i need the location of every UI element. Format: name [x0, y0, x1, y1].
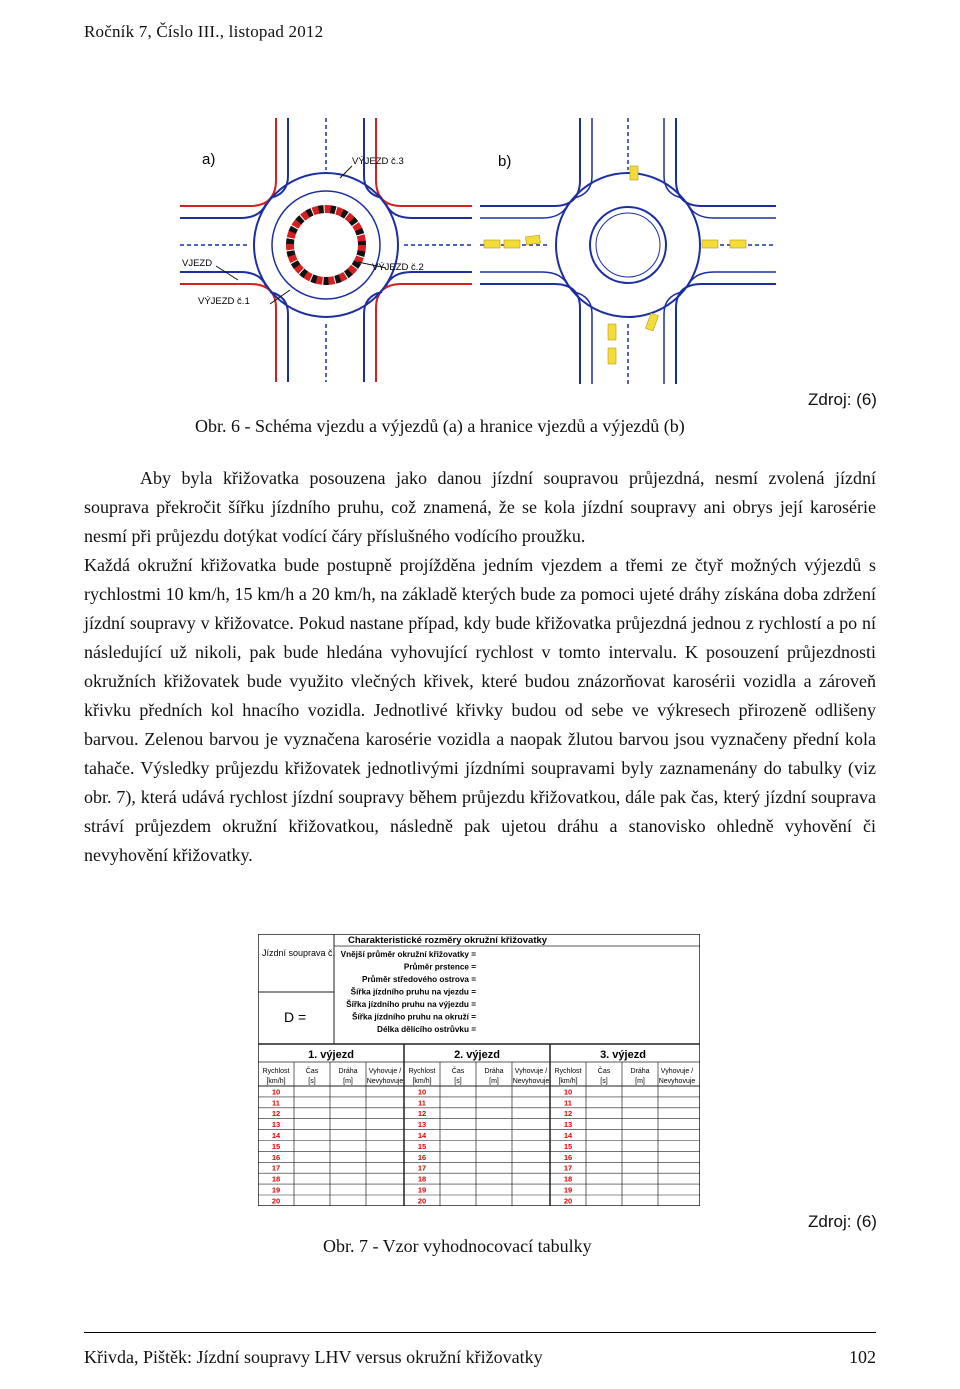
speed-cell: 18	[271, 1174, 281, 1184]
column-header: Dráha	[338, 1068, 358, 1075]
column-header: Vyhovuje /	[514, 1068, 548, 1075]
speed-cell: 18	[563, 1174, 573, 1184]
column-unit: [m]	[635, 1078, 645, 1085]
speed-cell: 14	[271, 1131, 281, 1140]
column-unit: [s]	[600, 1078, 608, 1085]
speed-cell: 12	[271, 1109, 281, 1119]
speed-cell: 17	[417, 1163, 427, 1173]
column-header: Čas	[451, 1068, 465, 1075]
speed-cell: 13	[271, 1120, 281, 1130]
column-header: Vyhovuje /	[660, 1068, 694, 1075]
speed-cell: 11	[272, 1098, 280, 1108]
dimension-label: Šířka jízdního pruhu na výjezdu =	[346, 1000, 476, 1009]
speed-cell: 19	[563, 1185, 573, 1195]
dimension-label: Délka dělícího ostrůvku =	[377, 1025, 476, 1034]
dimension-label: Průměr prstence =	[403, 962, 476, 972]
speed-cell: 16	[563, 1152, 573, 1162]
speed-cell: 16	[417, 1152, 427, 1162]
column-header: Čas	[305, 1068, 319, 1075]
column-unit: Nevyhovuje	[366, 1078, 404, 1085]
evaluation-table	[258, 934, 700, 1206]
left-label: Jízdní souprava č.	[262, 948, 336, 958]
speed-cell: 19	[417, 1185, 427, 1195]
speed-cell: 15	[417, 1141, 427, 1151]
roundabout-diagram-a	[180, 118, 472, 382]
column-unit: Nevyhovuje	[658, 1078, 696, 1085]
page-number: 102	[849, 1347, 876, 1367]
paragraph-1: Aby byla křižovatka posouzena jako danou jízdní soupravou průjezdná, nesmí zvolená jízdní souprava překročit šířku jízdního pruhu, což znamená, že se kola jízdní soupravy ani obrys její karosérie nesmí při průjezdu dotýkat vodící čáry příslušného vodícího proužku.	[84, 468, 876, 546]
column-unit: [km/h]	[558, 1078, 578, 1085]
figure-7-caption: Obr. 7 - Vzor vyhodnocovací tabulky	[323, 1236, 592, 1256]
body-text	[84, 464, 876, 870]
speed-cell: 20	[563, 1196, 573, 1206]
speed-cell: 12	[417, 1109, 427, 1119]
speed-cell: 11	[564, 1098, 572, 1108]
speed-cell: 10	[417, 1087, 427, 1097]
column-unit: [m]	[343, 1078, 353, 1085]
column-unit: [km/h]	[266, 1078, 286, 1085]
section-header: 1. výjezd	[308, 1049, 354, 1061]
figure-6-source: Zdroj: (6)	[808, 390, 877, 409]
speed-cell: 13	[417, 1120, 427, 1130]
dimension-label: Šířka jízdního pruhu na okruží =	[352, 1012, 476, 1022]
speed-cell: 18	[417, 1174, 427, 1184]
dimension-label: Průměr středového ostrova =	[362, 975, 476, 984]
speed-cell: 13	[563, 1120, 573, 1130]
panel-b-label: b)	[498, 153, 512, 170]
d-label: D =	[284, 1009, 307, 1025]
speed-cell: 10	[271, 1087, 281, 1097]
footer-citation: Křivda, Pištěk: Jízdní soupravy LHV versus okružní křižovatky	[84, 1347, 543, 1367]
section-header: 2. výjezd	[454, 1049, 500, 1061]
speed-cell: 20	[271, 1196, 281, 1206]
figure-6-caption: Obr. 6 - Schéma vjezdu a výjezdů (a) a hranice vjezdů a výjezdů (b)	[195, 416, 685, 436]
column-unit: [s]	[454, 1078, 462, 1085]
page-header: Ročník 7, Číslo III., listopad 2012	[84, 22, 324, 41]
panel-a-label: a)	[202, 151, 216, 168]
exit-1-label: VÝJEZD č.1	[198, 296, 250, 307]
column-header: Rychlost	[408, 1068, 436, 1075]
footer-divider	[84, 1332, 876, 1333]
speed-cell: 16	[271, 1152, 281, 1162]
speed-cell: 10	[563, 1087, 573, 1097]
roundabout-diagram-b	[480, 118, 776, 384]
speed-cell: 17	[271, 1163, 281, 1173]
exit-2-label: VÝJEZD č.2	[372, 262, 424, 273]
column-header: Dráha	[484, 1068, 504, 1075]
column-header: Rychlost	[262, 1068, 290, 1075]
speed-cell: 17	[563, 1163, 573, 1173]
figure-7-source: Zdroj: (6)	[808, 1212, 877, 1231]
column-unit: [m]	[489, 1078, 499, 1085]
entry-label: VJEZD	[182, 258, 213, 269]
speed-cell: 20	[417, 1196, 427, 1206]
speed-cell: 15	[271, 1141, 281, 1151]
column-header: Vyhovuje /	[368, 1068, 402, 1075]
exit-3-label: VÝJEZD č.3	[352, 156, 404, 167]
column-unit: Nevyhovuje	[512, 1078, 550, 1085]
section-header: 3. výjezd	[600, 1049, 646, 1061]
speed-cell: 11	[418, 1098, 426, 1108]
speed-cell: 14	[563, 1131, 573, 1140]
table-title: Charakteristické rozměry okružní křižovatky	[348, 935, 548, 946]
paragraph-2: Každá okružní křižovatka bude postupně projížděna jedním vjezdem a třemi ze čtyř možných výjezdů s rychlostmi 10 km/h, 15 km/h a 20 km/h, na základě kterých bude za pomoci ujeté dráhy získána doba zdržení jízdní soupravy v křižovatce. Pokud nastane případ, kdy bude křižovatka průjezdná jednou z rychlostí a po ní následující už nikoli, pak bude hledána vyhovující rychlost v tomto intervalu. K posouzení průjezdnosti okružních křižovatek bude využito vlečných křivek, které budou znázorňovat karosérii vozidla a zároveň křivku předních kol hnacího vozidla. Jednotlivé křivky budou od sebe ve výkresech přirozeně odlišeny barvou. Zelenou barvou je vyznačena karosérie vozidla a naopak žlutou barvou jsou vyznačeny přední kola tahače. Výsledky průjezdu křižovatek jednotlivými jízdními soupravami byly zaznamenány do tabulky (viz obr. 7), která udává rychlost jízdní soupravy během průjezdu křižovatkou, dále pak čas, který jízdní souprava stráví průjezdem okružní křižovatkou, následně pak ujetou dráhu a stanovisko ohledně vyhovění či nevyhovění křižovatky.	[84, 555, 876, 865]
column-header: Čas	[597, 1068, 611, 1075]
dimension-label: Šířka jízdního pruhu na vjezdu =	[350, 987, 476, 997]
column-unit: [km/h]	[412, 1078, 432, 1085]
column-unit: [s]	[308, 1078, 316, 1085]
speed-cell: 19	[271, 1185, 281, 1195]
speed-cell: 14	[417, 1131, 427, 1140]
column-header: Rychlost	[554, 1068, 582, 1075]
dimension-label: Vnější průměr okružní křižovatky =	[340, 950, 476, 959]
speed-cell: 12	[563, 1109, 573, 1119]
speed-cell: 15	[563, 1141, 573, 1151]
column-header: Dráha	[630, 1068, 650, 1075]
